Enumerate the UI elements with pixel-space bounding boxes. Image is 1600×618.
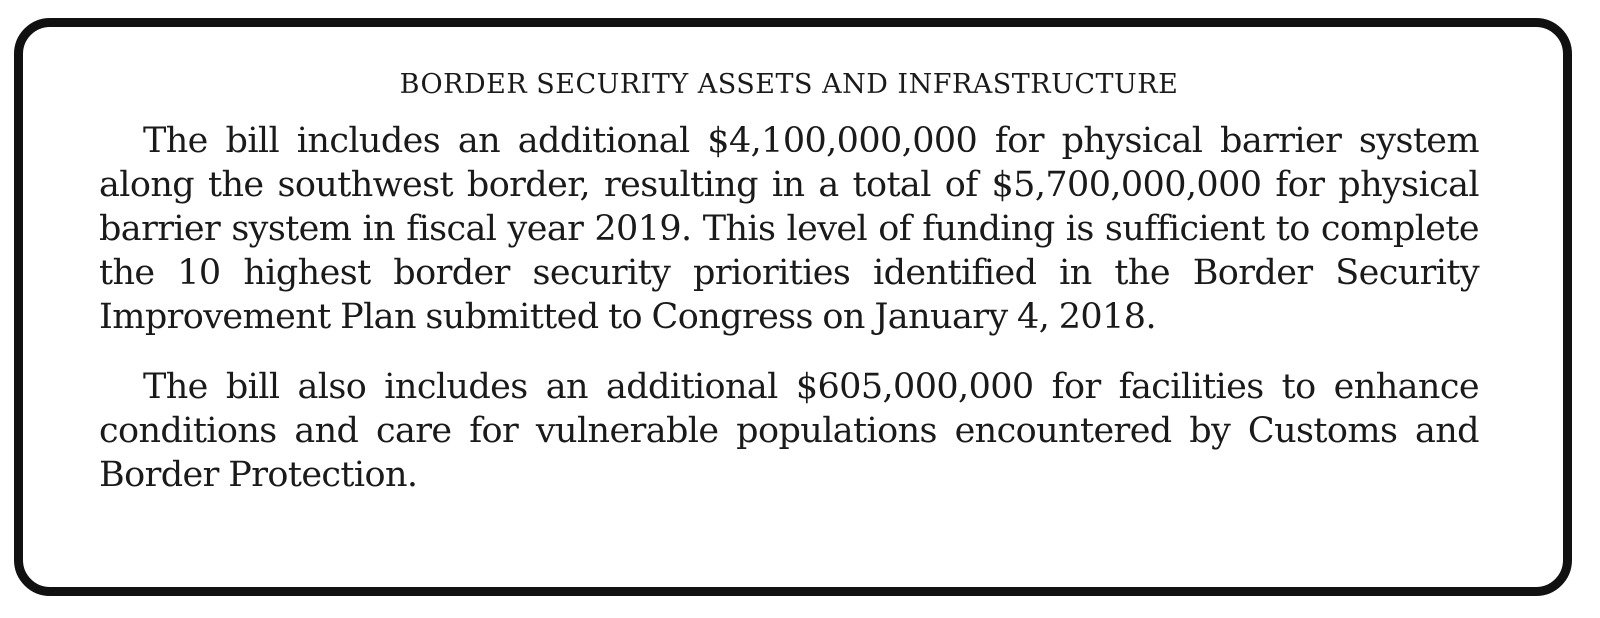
section-heading: BORDER SECURITY ASSETS AND INFRASTRUCTURE: [399, 69, 1179, 100]
document-border-frame: [14, 18, 1572, 596]
document-content: [99, 67, 1479, 497]
paragraph-facilities-funding: The bill also includes an additional $605,000,000 for facilities to enhance conditions and care for vulnerable populations encountered by Customs and Border Protection.: [99, 367, 1479, 495]
paragraph-barrier-funding: The bill includes an additional $4,100,000,000 for physical barrier system along the southwest border, resulting in a total of $5,700,000,000 for physical barrier system in fiscal year 2019. This level of funding is sufficient to complete the 10 highest border security priorities identified in the Border Security Improvement Plan submitted to Congress on January 4, 2018.: [99, 121, 1479, 337]
